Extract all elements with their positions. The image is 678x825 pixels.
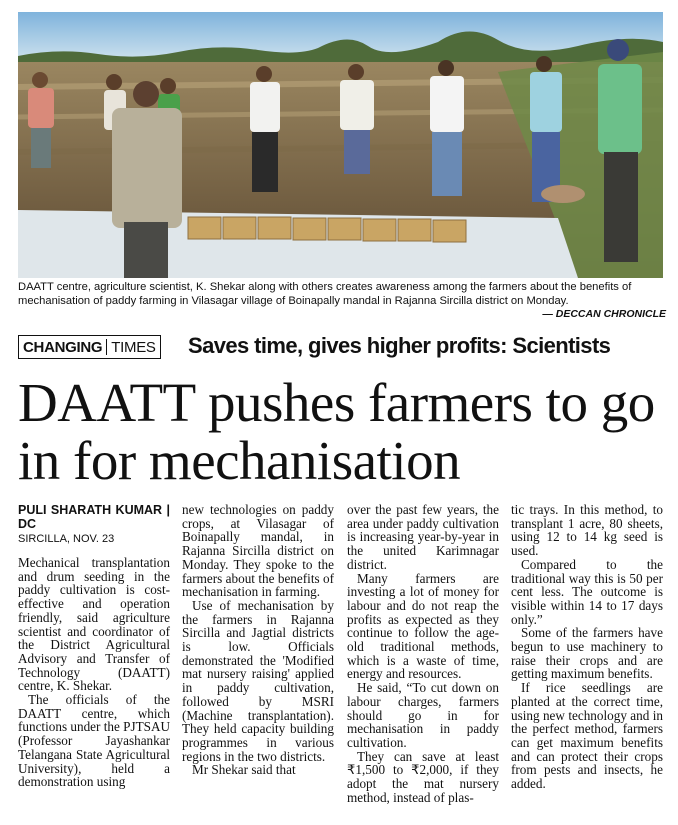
paragraph: Use of mechanisation by the farmers in Rajanna Sircilla and Jagtial districts is low. Officials demonstrated the 'Modified mat nursery raising' applied in paddy cultivation, followed by MSRI (Machine transplantation). They held capacity building programmes in various regions in the two districts.: [182, 597, 334, 764]
photo-caption: [18, 281, 666, 321]
byline-author: PULI SHARATH KUMAR | DC: [18, 503, 170, 531]
paragraph: new technologies on paddy crops, at Vilasagar of Boinapally mandal, in Rajanna Sircilla district on Monday. They spoke to the farmers about the benefits of mechanisation in farming.: [182, 502, 334, 600]
news-photo: [18, 12, 663, 278]
paragraph: Compared to the traditional way this is 50 per cent less. The outcome is visible within 14 to 17 days only.”: [511, 556, 663, 627]
paragraph: over the past few years, the area under paddy cultivation is increasing year-by-year in the united Karimnagar district.: [347, 502, 499, 572]
headline: DAATT pushes farmers to go in for mechanisation: [18, 372, 655, 491]
paragraph: Some of the farmers have begun to use machinery to raise their crops and are getting maximum benefits.: [511, 625, 663, 682]
article-column-1: [18, 503, 170, 789]
paragraph: If rice seedlings are planted at the correct time, using new technology and in the perfect method, farmers can get maximum benefits and can protect their crops from pests and insects, he added.: [511, 680, 663, 792]
farm-field-photo: [18, 12, 663, 278]
paragraph: Many farmers are investing a lot of money for labour and do not reap the profits as expected as they continue to follow the age-old traditional methods, which is a waste of time, energy and resources.: [347, 570, 499, 682]
paragraph: The officials of the DAATT centre, which functions under the PJTSAU (Professor Jayashankar Telangana State Agricultural University), held a demonstration using: [18, 692, 171, 790]
article-column-4: [511, 503, 663, 791]
kicker-divider: [106, 339, 107, 355]
subheadline: Saves time, gives higher profits: Scientists: [188, 333, 611, 358]
caption-text: DAATT centre, agriculture scientist, K. Shekar along with others creates awareness among the farmers about the benefits of mechanisation of paddy farming in Vilasagar village of Boinapally mandal in Rajanna Sircilla district on Monday.: [18, 281, 632, 307]
paragraph: Mechanical transplantation and drum seeding in the paddy cultivation is cost-effective and operation friendly, said agriculture scientist and coordinator of the District Agricultural Advisory and Transfer of Technology (DAATT) centre, K. Shekar.: [18, 555, 170, 694]
article-body: [18, 503, 663, 818]
paragraph: tic trays. In this method, to transplant 1 acre, 80 sheets, using 12 to 14 kg seed is used.: [511, 502, 663, 559]
photo-credit: — DECCAN CHRONICLE: [542, 307, 666, 320]
kicker-label-box: [18, 335, 161, 359]
kicker-label-times: TIMES: [111, 338, 156, 356]
section-kicker: [18, 334, 666, 360]
kicker-label-changing: CHANGING: [23, 338, 103, 356]
dateline: SIRCILLA, NOV. 23: [18, 533, 115, 545]
article-column-2: [182, 503, 334, 777]
paragraph: Mr Shekar said that: [192, 762, 296, 778]
article-column-3: [347, 503, 499, 804]
paragraph: They can save at least ₹1,500 to ₹2,000, if they adopt the mat nursery method, instead of plas-: [347, 748, 499, 805]
paragraph: He said, “To cut down on labour charges, farmers should go in for mechanisation in paddy cultivation.: [347, 680, 499, 750]
